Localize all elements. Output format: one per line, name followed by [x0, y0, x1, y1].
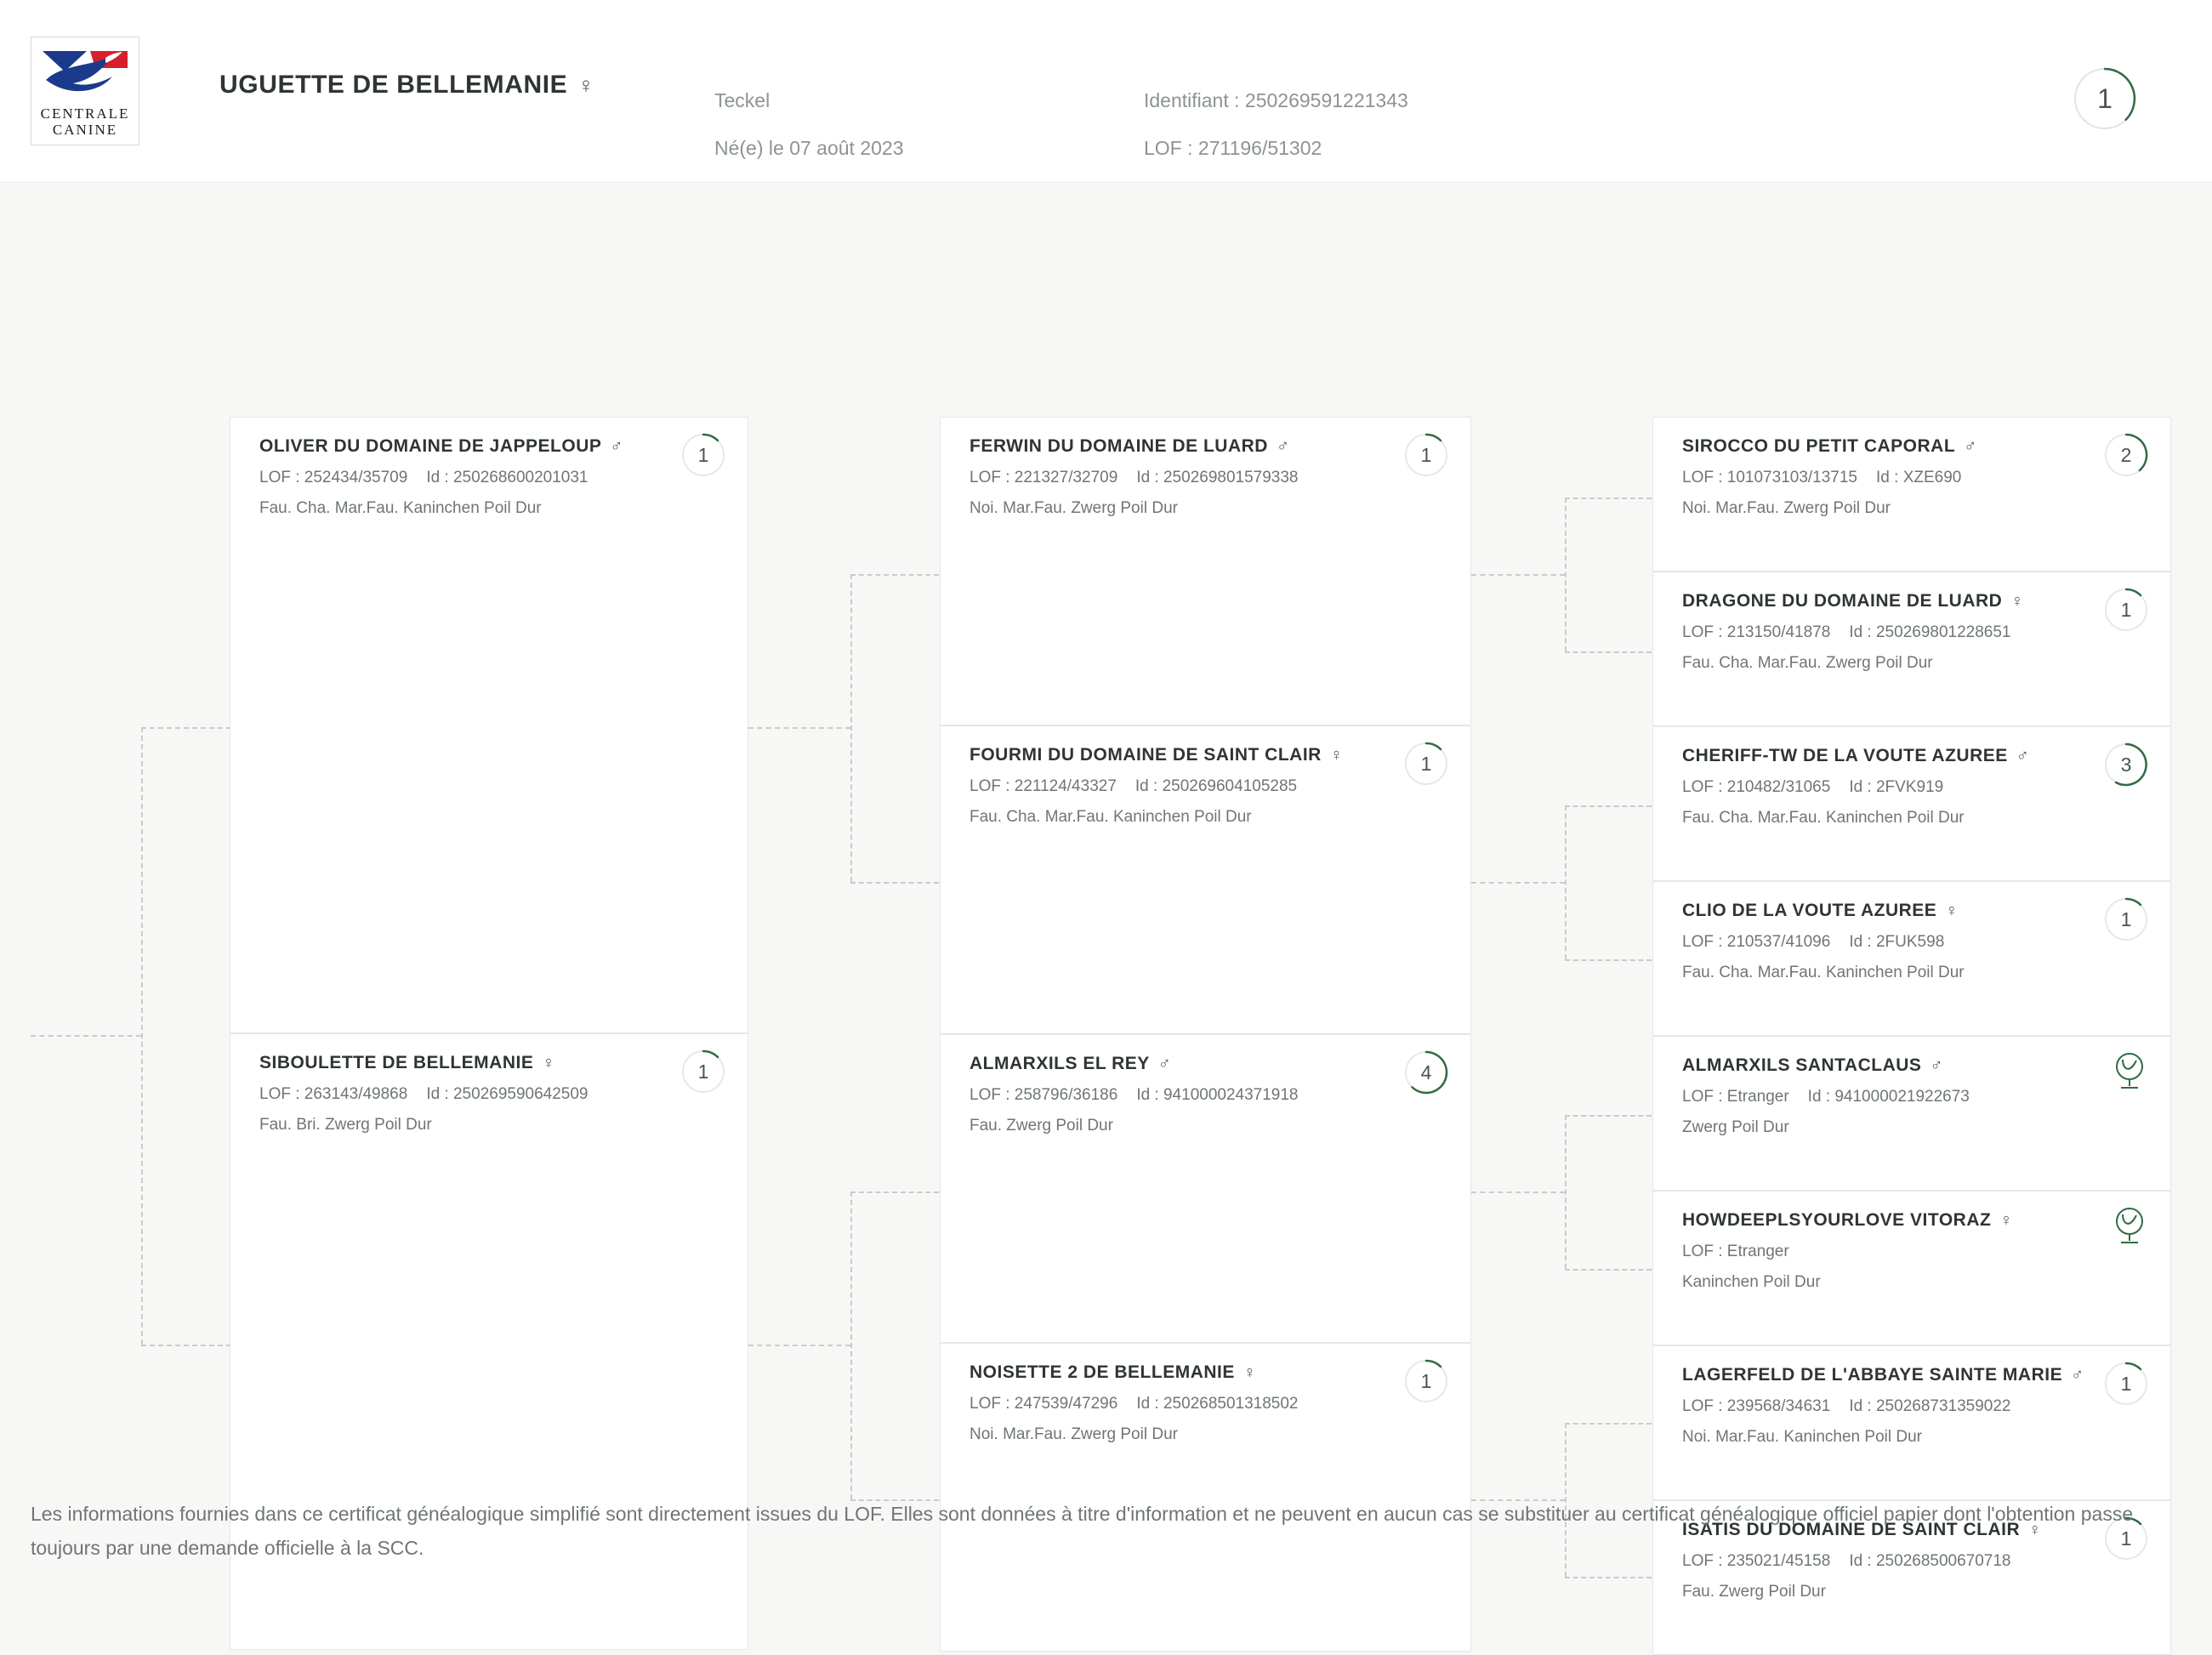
dog-name: DRAGONE DU DOMAINE DE LUARD ♀	[1682, 591, 2024, 611]
breed-label: Teckel	[714, 89, 771, 111]
female-symbol-icon: ♀	[2010, 592, 2024, 611]
male-symbol-icon: ♂	[1930, 1056, 1943, 1075]
dog-name: SIBOULETTE DE BELLEMANIE ♀	[259, 1053, 555, 1072]
connector	[850, 1191, 939, 1193]
badge-circle	[1404, 1359, 1448, 1403]
card-great-grandparent-7[interactable]	[1652, 1345, 2171, 1500]
connector	[31, 1035, 141, 1037]
female-symbol-icon: ♀	[1329, 746, 1344, 765]
disclaimer-footer	[0, 1497, 2212, 1565]
leaf-icon	[2111, 1052, 2148, 1091]
connector	[1565, 498, 1652, 499]
dog-description: Noi. Mar.Fau. Zwerg Poil Dur	[1682, 499, 1891, 517]
badge-circle	[2104, 433, 2148, 477]
connector	[850, 574, 852, 882]
connector	[748, 1345, 850, 1346]
dog-ids: LOF : Etranger	[1682, 1243, 1789, 1260]
card-great-grandparent-2[interactable]	[1652, 572, 2171, 726]
dog-ids: LOF : 210482/31065 Id : 2FVK919	[1682, 778, 1944, 796]
logo-line-1: CENTRALE	[40, 105, 130, 122]
dog-description: Fau. Cha. Mar.Fau. Kaninchen Poil Dur	[970, 808, 1252, 826]
card-great-grandparent-5[interactable]	[1652, 1036, 2171, 1191]
female-symbol-icon: ♀	[1945, 901, 1959, 920]
dog-description: Noi. Mar.Fau. Zwerg Poil Dur	[970, 499, 1178, 517]
badge-value: 4	[1420, 1061, 1432, 1083]
card-grandparent-3[interactable]	[940, 1034, 1471, 1343]
dog-name: ALMARXILS SANTACLAUS ♂	[1682, 1055, 1943, 1075]
dog-description: Fau. Cha. Mar.Fau. Kaninchen Poil Dur	[1682, 809, 1965, 827]
subject-meta-right	[1144, 77, 1408, 172]
female-symbol-icon: ♀	[1999, 1211, 2013, 1230]
dog-description: Fau. Cha. Mar.Fau. Kaninchen Poil Dur	[259, 499, 542, 517]
lof-label: LOF : 271196/51302	[1144, 137, 1322, 159]
dog-ids: LOF : 210537/41096 Id : 2FUK598	[1682, 933, 1945, 951]
dog-name: ALMARXILS EL REY ♂	[970, 1054, 1172, 1073]
badge-value: 1	[2120, 598, 2132, 621]
dog-ids: LOF : 247539/47296 Id : 250268501318502	[970, 1395, 1299, 1413]
foreign-pedigree-badge	[2111, 1207, 2148, 1250]
dog-ids: LOF : 221124/43327 Id : 250269604105285	[970, 777, 1298, 795]
subject-generation-badge	[2073, 66, 2137, 131]
generation-badge	[681, 1049, 725, 1098]
badge-value: 1	[2097, 82, 2112, 114]
generation-badge	[2104, 742, 2148, 791]
card-grandparent-1[interactable]	[940, 417, 1471, 725]
badge-value: 3	[2120, 753, 2132, 776]
male-symbol-icon: ♂	[1276, 437, 1290, 456]
dog-description: Zwerg Poil Dur	[1682, 1118, 1789, 1136]
female-symbol-icon: ♀	[542, 1054, 555, 1072]
dog-ids: LOF : 235021/45158 Id : 250268500670718	[1682, 1552, 2011, 1570]
connector	[141, 1345, 231, 1346]
badge-value: 1	[2120, 1527, 2132, 1550]
connector	[1565, 1115, 1567, 1269]
subject-meta-left	[714, 77, 904, 172]
logo-line-2: CANINE	[52, 122, 118, 138]
dog-name: FERWIN DU DOMAINE DE LUARD ♂	[970, 436, 1290, 456]
connector	[1565, 1269, 1652, 1271]
dog-ids: LOF : 101073103/13715 Id : XZE690	[1682, 469, 1962, 486]
male-symbol-icon: ♂	[1157, 1055, 1172, 1073]
badge-circle	[2073, 66, 2137, 131]
subject-dog-name: UGUETTE DE BELLEMANIE	[219, 71, 568, 99]
connector	[850, 574, 939, 576]
dog-description: Fau. Bri. Zwerg Poil Dur	[259, 1116, 432, 1134]
badge-circle	[2104, 1362, 2148, 1406]
generation-badge	[1404, 433, 1448, 481]
connector	[1565, 1577, 1652, 1578]
dog-name: ISATIS DU DOMAINE DE SAINT CLAIR ♀	[1682, 1520, 2042, 1539]
dog-ids: LOF : 258796/36186 Id : 941000024371918	[970, 1086, 1299, 1104]
dog-description: Fau. Zwerg Poil Dur	[1682, 1583, 1826, 1601]
dog-name: NOISETTE 2 DE BELLEMANIE ♀	[970, 1362, 1257, 1382]
badge-value: 1	[1420, 443, 1432, 466]
dog-ids: LOF : 263143/49868 Id : 250269590642509	[259, 1085, 589, 1103]
badge-circle	[1404, 742, 1448, 786]
connector	[1471, 882, 1565, 884]
male-symbol-icon: ♂	[2016, 747, 2030, 765]
badge-circle	[2104, 897, 2148, 941]
dog-description: Fau. Cha. Mar.Fau. Zwerg Poil Dur	[1682, 654, 1933, 672]
male-symbol-icon: ♂	[2071, 1366, 2084, 1385]
foreign-pedigree-badge	[2111, 1052, 2148, 1095]
card-great-grandparent-3[interactable]	[1652, 726, 2171, 881]
dog-ids: LOF : 252434/35709 Id : 250268600201031	[259, 469, 589, 486]
generation-badge	[2104, 1362, 2148, 1410]
generation-badge	[681, 433, 725, 481]
connector	[141, 727, 231, 729]
disclaimer-text: Les informations fournies dans ce certificat généalogique simplifié sont directement issues du LOF. Elles sont données à titre d'information et ne peuvent en aucun cas se substituer au certificat généalogique officiel papier dont l'obtention passe toujours par une demande officielle à la SCC.	[31, 1503, 2134, 1559]
connector	[1471, 1191, 1565, 1193]
badge-value: 1	[2120, 1372, 2132, 1395]
card-father[interactable]	[230, 417, 748, 1033]
dog-name: SIROCCO DU PETIT CAPORAL ♂	[1682, 436, 1977, 456]
generation-badge	[2104, 588, 2148, 636]
dog-description: Noi. Mar.Fau. Kaninchen Poil Dur	[1682, 1428, 1922, 1446]
connector	[748, 727, 850, 729]
generation-badge	[2104, 433, 2148, 481]
dog-name: OLIVER DU DOMAINE DE JAPPELOUP ♂	[259, 436, 623, 456]
badge-value: 2	[2120, 443, 2132, 466]
card-grandparent-2[interactable]	[940, 725, 1471, 1034]
page-title	[219, 71, 594, 100]
connector	[1565, 651, 1652, 653]
badge-circle	[681, 433, 725, 477]
female-symbol-icon: ♀	[1242, 1363, 1257, 1382]
badge-value: 1	[697, 1060, 709, 1083]
dog-name: CLIO DE LA VOUTE AZUREE ♀	[1682, 901, 1959, 920]
badge-value: 1	[1420, 1369, 1432, 1392]
card-great-grandparent-6[interactable]	[1652, 1191, 2171, 1345]
card-great-grandparent-4[interactable]	[1652, 881, 2171, 1036]
dog-ids: LOF : 239568/34631 Id : 250268731359022	[1682, 1397, 2011, 1415]
generation-badge	[2104, 897, 2148, 946]
badge-value: 1	[2120, 907, 2132, 930]
connector	[1471, 574, 1565, 576]
logo-wordmark	[41, 105, 130, 138]
male-symbol-icon: ♂	[1964, 437, 1977, 456]
female-symbol-icon: ♀	[2028, 1521, 2042, 1539]
generation-badge	[1404, 1050, 1448, 1099]
connector	[1565, 805, 1567, 959]
page-header	[0, 0, 2212, 183]
logo-mark-icon	[39, 46, 131, 104]
centrale-canine-logo	[31, 37, 139, 145]
dog-ids: LOF : 221327/32709 Id : 250269801579338	[970, 469, 1299, 486]
dog-name: FOURMI DU DOMAINE DE SAINT CLAIR ♀	[970, 745, 1344, 765]
card-great-grandparent-1[interactable]	[1652, 417, 2171, 572]
dog-name: CHERIFF-TW DE LA VOUTE AZUREE ♂	[1682, 746, 2030, 765]
dog-description: Fau. Zwerg Poil Dur	[970, 1117, 1113, 1135]
badge-circle	[2104, 588, 2148, 632]
dog-name: HOWDEEPLSYOURLOVE VITORAZ ♀	[1682, 1210, 2013, 1230]
badge-circle	[681, 1049, 725, 1094]
badge-value: 1	[1420, 752, 1432, 775]
connector	[1565, 805, 1652, 807]
connector	[1565, 1115, 1652, 1117]
birth-date-label: Né(e) le 07 août 2023	[714, 137, 904, 159]
generation-badge	[1404, 742, 1448, 790]
connector	[141, 727, 143, 1345]
connector	[850, 1191, 852, 1499]
identifier-label: Identifiant : 250269591221343	[1144, 89, 1408, 111]
male-symbol-icon: ♂	[610, 437, 623, 456]
dog-ids: LOF : 213150/41878 Id : 250269801228651	[1682, 623, 2011, 641]
dog-name: LAGERFELD DE L'ABBAYE SAINTE MARIE ♂	[1682, 1365, 2084, 1385]
badge-value: 1	[697, 443, 709, 466]
badge-circle	[2104, 742, 2148, 787]
generation-badge	[1404, 1359, 1448, 1408]
badge-circle	[1404, 1050, 1448, 1095]
dog-ids: LOF : Etranger Id : 941000021922673	[1682, 1088, 1970, 1106]
leaf-icon	[2111, 1207, 2148, 1246]
dog-description: Fau. Cha. Mar.Fau. Kaninchen Poil Dur	[1682, 964, 1965, 981]
female-symbol-icon: ♀	[577, 72, 595, 98]
dog-description: Noi. Mar.Fau. Zwerg Poil Dur	[970, 1425, 1178, 1443]
connector	[1565, 498, 1567, 651]
badge-circle	[1404, 433, 1448, 477]
connector	[850, 882, 939, 884]
connector	[1565, 1423, 1652, 1425]
dog-description: Kaninchen Poil Dur	[1682, 1273, 1821, 1291]
connector	[1565, 959, 1652, 961]
